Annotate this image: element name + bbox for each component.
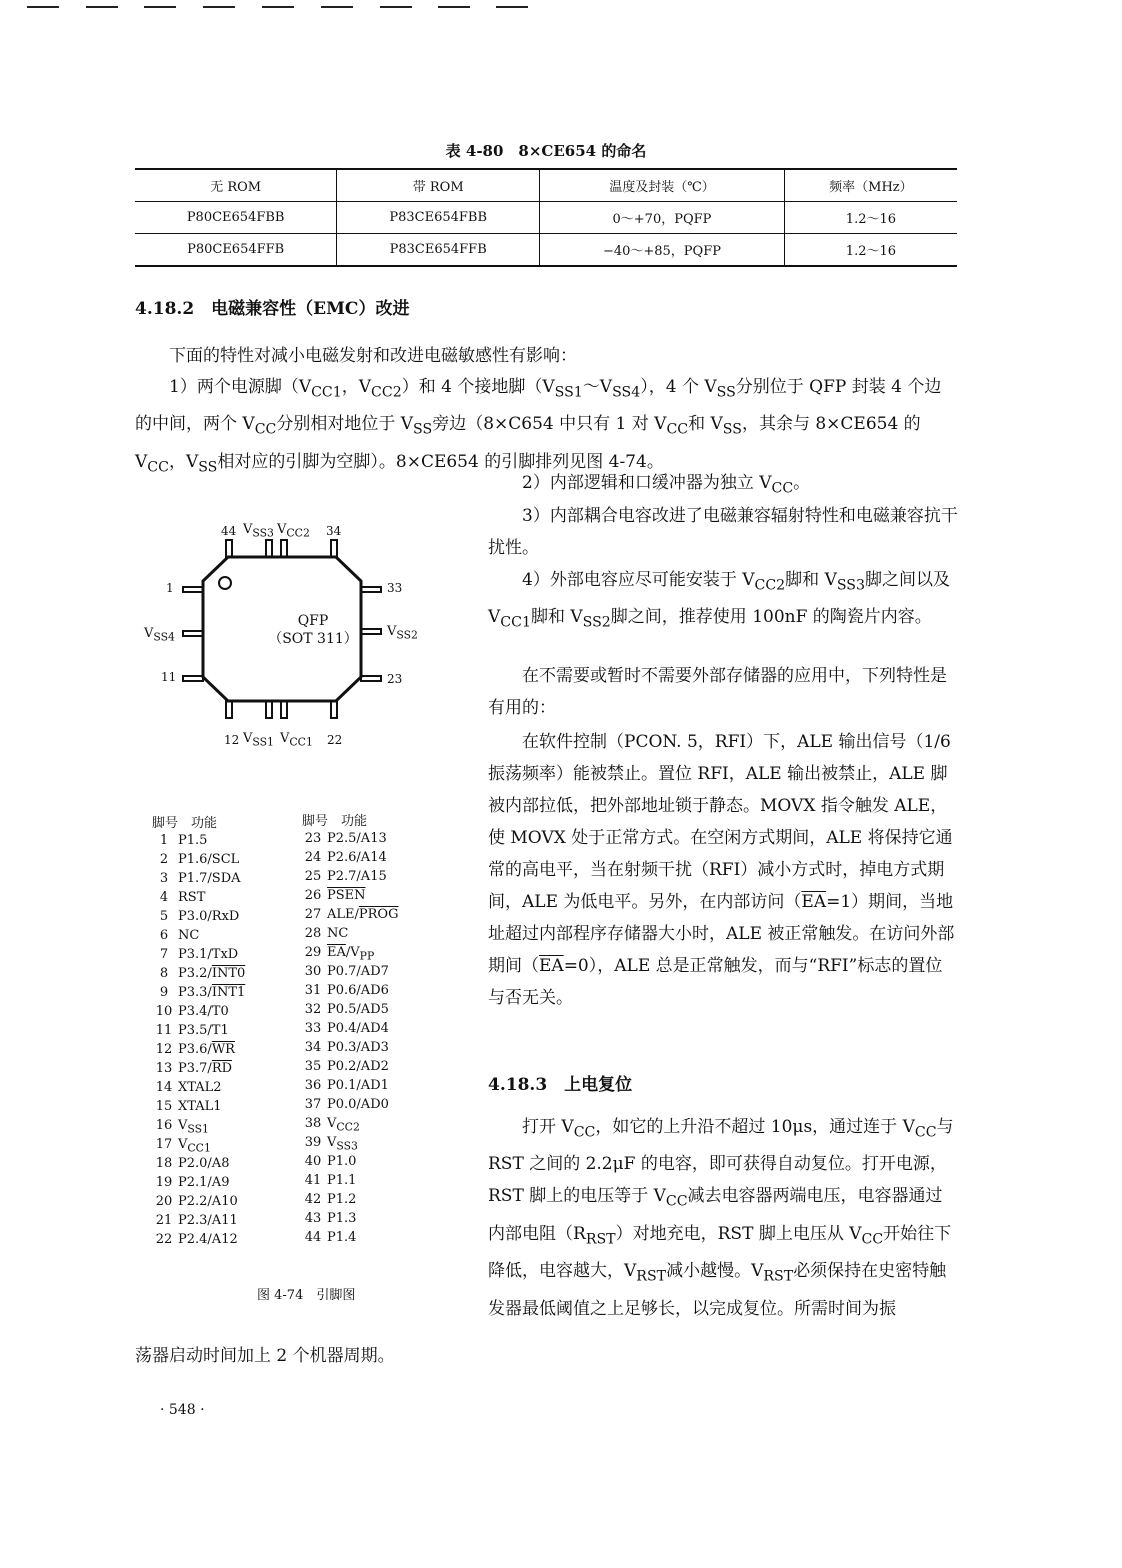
label-44: 44 bbox=[221, 524, 237, 538]
pin-function: P1.0 bbox=[327, 1154, 357, 1169]
pin-function: P1.6/SCL bbox=[178, 852, 240, 867]
pin-row bbox=[299, 1133, 358, 1152]
pin-number: 12 bbox=[155, 1042, 173, 1057]
pin-function: PSEN bbox=[327, 888, 366, 903]
pin-function: XTAL1 bbox=[178, 1099, 222, 1114]
pin-row bbox=[150, 1002, 229, 1021]
label-vcc2: $V_{CC2}$ bbox=[277, 522, 310, 540]
pin-function: P0.7/AD7 bbox=[327, 964, 389, 979]
pin-17 bbox=[281, 701, 287, 718]
section-title-emc: 4.18.2 电磁兼容性（EMC）改进 bbox=[135, 299, 410, 319]
pin-number: 36 bbox=[304, 1078, 322, 1093]
pin-1 bbox=[183, 587, 203, 592]
pin-function: P3.1/TxD bbox=[178, 947, 239, 962]
pin-row bbox=[299, 1000, 389, 1019]
label-vss3: $V_{SS3}$ bbox=[243, 522, 274, 540]
pin-number: 21 bbox=[155, 1213, 173, 1228]
pin-function: $V_{CC2}$ bbox=[327, 1116, 360, 1134]
pin-table-header-left: 脚号 功能 bbox=[152, 816, 218, 831]
label-33: 33 bbox=[387, 581, 403, 595]
label-vss2: $V_{SS2}$ bbox=[387, 624, 418, 642]
pin-row bbox=[150, 1154, 229, 1173]
table-cell: P83CE654FFB bbox=[337, 234, 540, 267]
pin-number: 22 bbox=[155, 1232, 173, 1247]
table-cell: P80CE654FBB bbox=[135, 202, 337, 234]
pin-number: 27 bbox=[304, 907, 322, 922]
pin-number: 23 bbox=[304, 831, 322, 846]
pin-number: 16 bbox=[155, 1118, 173, 1133]
pin-function: P0.1/AD1 bbox=[327, 1078, 389, 1093]
pin-number: 24 bbox=[304, 850, 322, 865]
label-34: 34 bbox=[326, 524, 342, 538]
pin-number: 37 bbox=[304, 1097, 322, 1112]
pin-function: P2.4/A12 bbox=[178, 1232, 238, 1247]
reset-paragraph-2: 荡器启动时间加上 2 个机器周期。 bbox=[135, 1346, 395, 1366]
pin-11 bbox=[183, 676, 203, 681]
pin-row bbox=[299, 1095, 389, 1114]
table-header: 带 ROM bbox=[337, 169, 540, 202]
pin-number: 4 bbox=[159, 890, 169, 905]
pin-function: P3.3/INT1 bbox=[178, 985, 246, 1000]
pin-number: 5 bbox=[159, 909, 169, 924]
pin-function: $V_{CC1}$ bbox=[178, 1137, 211, 1155]
pin-function: P1.3 bbox=[327, 1211, 357, 1226]
pin-number: 42 bbox=[304, 1192, 322, 1207]
label-vss1: $V_{SS1}$ bbox=[243, 731, 274, 749]
page-number: · 548 · bbox=[160, 1402, 205, 1418]
pin-number: 1 bbox=[159, 833, 169, 848]
emc-paragraph-5: 在不需要或暂时不需要外部存储器的应用中，下列特性是有用的： bbox=[488, 666, 947, 718]
pin-function: P3.0/RxD bbox=[178, 909, 240, 924]
pin-34 bbox=[331, 540, 337, 557]
pin-row bbox=[299, 848, 387, 867]
pin-number: 33 bbox=[304, 1021, 322, 1036]
pin-function: P2.3/A11 bbox=[178, 1213, 238, 1228]
pin-function: ALE/PROG bbox=[327, 907, 399, 922]
pin-row bbox=[299, 886, 366, 905]
pin-function: $P3.7/\overline{RD}$ bbox=[178, 1061, 233, 1076]
pin-number: 11 bbox=[155, 1023, 173, 1038]
pin-function: P0.3/AD3 bbox=[327, 1040, 389, 1055]
pin-number: 35 bbox=[304, 1059, 322, 1074]
pin-row bbox=[299, 1171, 356, 1190]
pin-row bbox=[299, 1114, 360, 1133]
table-cell: P83CE654FBB bbox=[337, 202, 540, 234]
table-header: 无 ROM bbox=[135, 169, 337, 202]
pin-function: P0.6/AD6 bbox=[327, 983, 389, 998]
table-row bbox=[135, 202, 957, 234]
pin-function: XTAL2 bbox=[178, 1080, 222, 1095]
label-12: 12 bbox=[224, 733, 240, 747]
pin-function: P1.5 bbox=[178, 833, 208, 848]
pin1-marker bbox=[219, 577, 231, 589]
pin-number: 30 bbox=[304, 964, 322, 979]
pin-function: $V_{SS1}$ bbox=[178, 1118, 209, 1136]
pin-12 bbox=[226, 701, 232, 718]
pin-function: P2.6/A14 bbox=[327, 850, 387, 865]
label-1: 1 bbox=[166, 581, 174, 595]
pin-row bbox=[150, 1211, 238, 1230]
pin-row bbox=[299, 905, 398, 924]
table-caption: 表 4-80 8×CE654 的命名 bbox=[445, 142, 647, 160]
pin-number: 15 bbox=[155, 1099, 173, 1114]
pin-number: 25 bbox=[304, 869, 322, 884]
pin-function: P0.4/AD4 bbox=[327, 1021, 389, 1036]
pin-number: 19 bbox=[155, 1175, 173, 1190]
pin-number: 2 bbox=[159, 852, 169, 867]
pin-row bbox=[150, 1230, 238, 1249]
naming-table bbox=[135, 168, 957, 267]
pin-row bbox=[150, 1173, 229, 1192]
pin-row bbox=[150, 1078, 222, 1097]
pin-number: 14 bbox=[155, 1080, 173, 1095]
table-cell: 1.2～16 bbox=[784, 202, 957, 234]
pin-number: 10 bbox=[155, 1004, 173, 1019]
pin-row bbox=[299, 867, 387, 886]
pin-row bbox=[150, 983, 245, 1002]
pin-row bbox=[299, 1038, 389, 1057]
package-code: （SOT 311） bbox=[268, 631, 358, 647]
emc-paragraph-6: 在软件控制（PCON. 5，RFI）下，ALE 输出信号（1/6 振荡频率）能被禁止。置位 RFI，ALE 输出被禁止，ALE 脚被内部拉低，把外部地址锁于静态。MOVX 指令触发 ALE，使 MOVX 处于正常方式。在空闲方式期间，ALE 将保持它通常的高电平，当在射频干扰（RFI）减小方式时，掉电方式期间，ALE 为低电平。另外，在内部访问$(\overline{EA}=1)$期间，当地址超过内部程序存储器大小时，ALE 被正常触发。在访问外部期间$(\overline{EA}=0)$，ALE 总是正常触发，而与“RFI”标志的置位与否无关。 bbox=[488, 732, 955, 1008]
label-11: 11 bbox=[161, 670, 177, 684]
pin-row bbox=[150, 1040, 235, 1059]
pin-function: P0.0/AD0 bbox=[327, 1097, 389, 1112]
pin-row bbox=[150, 850, 239, 869]
pin-row bbox=[150, 964, 245, 983]
pin-row bbox=[150, 926, 199, 945]
pin-row bbox=[299, 1190, 356, 1209]
pin-function: P2.0/A8 bbox=[178, 1156, 230, 1171]
pin-6 bbox=[183, 631, 203, 636]
pin-number: 34 bbox=[304, 1040, 322, 1055]
pin-number: 31 bbox=[304, 983, 322, 998]
table-cell: 1.2～16 bbox=[784, 234, 957, 267]
table-cell: P80CE654FFB bbox=[187, 242, 285, 257]
pin-row bbox=[150, 888, 205, 907]
pin-row bbox=[150, 1135, 211, 1154]
pin-function: P2.2/A10 bbox=[178, 1194, 238, 1209]
pin-table-header-right: 脚号 功能 bbox=[302, 814, 368, 829]
pin-row bbox=[150, 1021, 229, 1040]
pin-row bbox=[150, 945, 238, 964]
pin-row bbox=[299, 829, 387, 848]
pin-row bbox=[150, 1059, 232, 1078]
pin-function: NC bbox=[178, 928, 200, 943]
pin-16 bbox=[266, 701, 272, 718]
pin-number: 20 bbox=[155, 1194, 173, 1209]
pin-number: 29 bbox=[304, 945, 322, 960]
label-22: 22 bbox=[327, 733, 343, 747]
pin-function: P0.2/AD2 bbox=[327, 1059, 389, 1074]
pin-22 bbox=[331, 701, 337, 718]
pin-23 bbox=[361, 676, 381, 681]
pin-function: $\overline{EA}/V_{PP}$ bbox=[327, 945, 375, 963]
pin-function: P1.2 bbox=[327, 1192, 357, 1207]
pin-number: 40 bbox=[304, 1154, 322, 1169]
pin-39 bbox=[266, 540, 272, 557]
pin-row bbox=[150, 1097, 222, 1116]
pin-function: $V_{SS3}$ bbox=[327, 1135, 358, 1153]
pin-function: P1.1 bbox=[327, 1173, 357, 1188]
table-cell: 0～+70，PQFP bbox=[540, 202, 785, 234]
table-row bbox=[135, 234, 957, 267]
pin-row bbox=[299, 1209, 356, 1228]
pin-row bbox=[299, 1152, 356, 1171]
pin-row bbox=[299, 1228, 356, 1247]
section-title-reset: 4.18.3 上电复位 bbox=[488, 1075, 633, 1095]
figure-caption: 图 4-74 引脚图 bbox=[257, 1288, 356, 1303]
pin-number: 9 bbox=[159, 985, 169, 1000]
pin-row bbox=[299, 981, 389, 1000]
emc-paragraph-1: 1）两个电源脚（$V_{CC1}$，$V_{CC2}$）和 4 个接地脚$(V_{SS1}\sim V_{SS4})$，4 个 $V_{SS}$分别位于 QFP 封装 4 个边的中间，两个 $V_{CC}$分别相对地位于 $V_{SS}$旁边（8×C654 中只有 1 对 $V_{CC}$和 $V_{SS}$，其余与 8×CE654 的 $V_{CC}$，$V_{SS}$相对应的引脚为空脚）。8×CE654 的引脚排列见图 4-74。 bbox=[135, 377, 942, 476]
pin-function: P1.4 bbox=[327, 1230, 357, 1245]
pin-row bbox=[299, 962, 389, 981]
pin-number: 43 bbox=[304, 1211, 322, 1226]
pin-number: 39 bbox=[304, 1135, 322, 1150]
label-vcc1: $V_{CC1}$ bbox=[280, 731, 313, 749]
pin-number: 28 bbox=[304, 926, 322, 941]
pin-number: 7 bbox=[159, 947, 169, 962]
pin-row bbox=[299, 943, 374, 962]
pin-number: 17 bbox=[155, 1137, 173, 1152]
pin-function: RST bbox=[178, 890, 206, 905]
pin-function: P2.5/A13 bbox=[327, 831, 387, 846]
pin-number: 18 bbox=[155, 1156, 173, 1171]
emc-paragraph-4: 4）外部电容应尽可能安装于 $V_{CC2}$脚和 $V_{SS3}$脚之间以及 $V_{CC1}$脚和 $V_{SS2}$脚之间，推荐使用 100nF 的陶瓷片内容。 bbox=[488, 570, 951, 631]
pin-row bbox=[150, 907, 239, 926]
emc-paragraph-3: 3）内部耦合电容改进了电磁兼容辐射特性和电磁兼容抗干扰性。 bbox=[488, 506, 958, 558]
pin-number: 26 bbox=[304, 888, 322, 903]
pin-number: 32 bbox=[304, 1002, 322, 1017]
emc-paragraph-2: 2）内部逻辑和口缓冲器为独立 $V_{CC}$。 bbox=[522, 473, 811, 497]
label-vss4: $V_{SS4}$ bbox=[144, 626, 175, 644]
pin-number: 41 bbox=[304, 1173, 322, 1188]
pin-row bbox=[299, 1076, 389, 1095]
table-header-row bbox=[135, 169, 957, 202]
pin-row bbox=[299, 1019, 389, 1038]
pin-row bbox=[150, 1116, 209, 1135]
package-name: QFP bbox=[297, 613, 329, 629]
pin-row bbox=[299, 924, 348, 943]
pin-row bbox=[150, 869, 241, 888]
pin-function: NC bbox=[327, 926, 349, 941]
pin-row bbox=[150, 1192, 238, 1211]
pin-number: 6 bbox=[159, 928, 169, 943]
pin-number: 44 bbox=[304, 1230, 322, 1245]
table-header: 频率（MHz） bbox=[784, 169, 957, 202]
pin-number: 3 bbox=[159, 871, 169, 886]
pin-44 bbox=[226, 540, 232, 557]
table-header: 温度及封装（℃） bbox=[540, 169, 785, 202]
pin-function: P3.4/T0 bbox=[178, 1004, 229, 1019]
pin-function: P3.5/T1 bbox=[178, 1023, 229, 1038]
pin-33 bbox=[361, 587, 381, 592]
pin-function: P3.2/INT0 bbox=[178, 966, 246, 981]
reset-paragraph-1: 打开 $V_{CC}$，如它的上升沿不超过 10μs，通过连于 $V_{CC}$与 RST 之间的 2.2μF 的电容，即可获得自动复位。打开电源，RST 脚上的电压等于 $V_{CC}$减去电容器两端电压，电容器通过内部电阻$(R_{RST})$对地充电，RST 脚上电压从 $V_{CC}$开始往下降低，电容越大，$V_{RST}$减小越慢。$V_{RST}$必须保持在史密特触发器最低阈值之上足够长，以完成复位。所需时间为振 bbox=[488, 1117, 954, 1319]
pin-function: P1.7/SDA bbox=[178, 871, 241, 886]
pin-function: P0.5/AD5 bbox=[327, 1002, 389, 1017]
label-23: 23 bbox=[387, 672, 403, 686]
pin-number: 13 bbox=[155, 1061, 173, 1076]
pin-38 bbox=[281, 540, 287, 557]
pin-number: 8 bbox=[159, 966, 169, 981]
pin-function: P2.1/A9 bbox=[178, 1175, 230, 1190]
pin-number: 38 bbox=[304, 1116, 322, 1131]
pin-row bbox=[299, 1057, 389, 1076]
pin-function: P2.7/A15 bbox=[327, 869, 387, 884]
pin-function: $P3.6/\overline{WR}$ bbox=[178, 1042, 235, 1057]
emc-intro: 下面的特性对减小电磁发射和改进电磁敏感性有影响： bbox=[169, 346, 577, 366]
pin-row bbox=[150, 831, 207, 850]
table-cell: −40～+85，PQFP bbox=[540, 234, 785, 267]
